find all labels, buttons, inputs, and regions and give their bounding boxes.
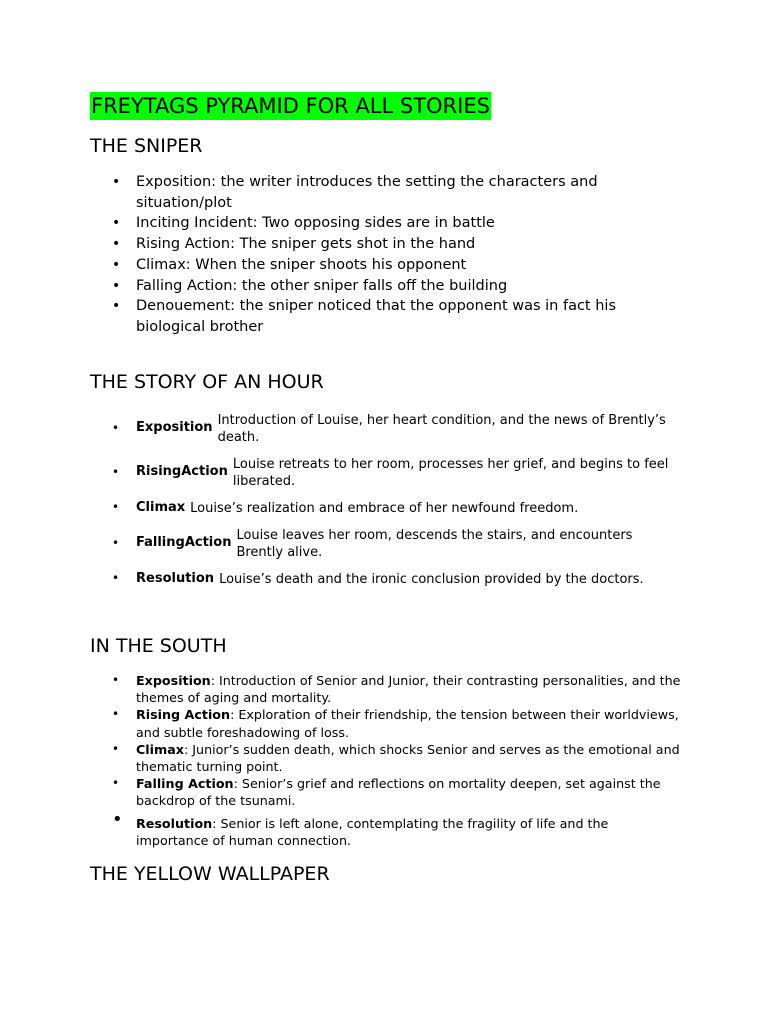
list-item-text: Louise’s death and the ironic conclusion provided by the doctors. <box>219 572 644 587</box>
bullet-icon: • <box>112 741 120 756</box>
list-item-text: : Senior’s grief and reflections on mortality deepen, set against the backdrop of the tsunami. <box>136 776 661 809</box>
sniper-list <box>112 172 676 338</box>
bullet-icon: • <box>112 673 120 687</box>
list-item <box>112 456 676 490</box>
main-title: FREYTAGS PYRAMID FOR ALL STORIES <box>91 94 490 118</box>
bullet-icon: • <box>112 465 120 479</box>
list-item-text: : Exploration of their friendship, the tension between their worldviews, and subtle foreshadowing of loss. <box>136 707 679 740</box>
list-item <box>112 500 676 517</box>
section-heading-south: IN THE SOUTH <box>90 635 227 657</box>
list-item-text: : Junior’s sudden death, which shocks Senior and serves as the emotional and thematic turning point. <box>136 741 680 775</box>
list-item <box>112 775 681 809</box>
list-item <box>112 706 681 740</box>
list-item-term: Exposition <box>136 673 211 688</box>
list-item-text: Introduction of Louise, her heart condition, and the news of Brently’s death. <box>217 413 666 445</box>
list-item <box>112 412 676 446</box>
list-item <box>112 672 681 706</box>
bullet-icon: • <box>112 776 120 791</box>
list-item <box>112 808 681 849</box>
hour-list <box>112 412 676 588</box>
list-item-term: Falling Action <box>136 776 234 792</box>
south-list <box>112 672 681 849</box>
bullet-icon: • <box>112 808 123 830</box>
list-item-term: Resolution <box>136 815 213 831</box>
bullet-icon: • <box>112 277 121 294</box>
list-item <box>112 741 681 775</box>
list-item-text: Louise’s realization and embrace of her newfound freedom. <box>190 501 579 516</box>
bullet-icon: • <box>112 536 120 550</box>
bullet-icon: • <box>112 298 121 315</box>
list-item <box>112 213 676 234</box>
list-item-term: Climax <box>136 500 186 515</box>
list-item <box>112 255 676 276</box>
list-item <box>112 276 676 297</box>
list-item <box>112 172 676 213</box>
bullet-icon: • <box>112 174 121 190</box>
bullet-icon: • <box>112 421 120 435</box>
list-item-text: Climax: When the sniper shoots his opponent <box>136 256 467 273</box>
section-heading-wallpaper: THE YELLOW WALLPAPER <box>90 863 330 885</box>
section-heading-sniper: THE SNIPER <box>90 135 203 157</box>
list-item-term: FallingAction <box>136 535 232 550</box>
list-item-text: : Introduction of Senior and Junior, their contrasting personalities, and the themes of aging and mortality. <box>136 673 681 706</box>
bullet-icon: • <box>112 236 121 253</box>
list-item-term: Resolution <box>136 571 215 586</box>
list-item-term: Exposition <box>136 420 213 435</box>
list-item-text: Louise leaves her room, descends the stairs, and encounters Brently alive. <box>236 528 633 560</box>
section-heading-hour: THE STORY OF AN HOUR <box>90 371 324 393</box>
bullet-icon: • <box>112 256 121 273</box>
list-item-term: Rising Action <box>136 707 231 723</box>
list-item-text: Exposition: the writer introduces the setting the characters and situation/plot <box>136 174 598 211</box>
list-item-text: Denouement: the sniper noticed that the opponent was in fact his biological brother <box>136 298 617 335</box>
list-item-text: Falling Action: the other sniper falls off the building <box>136 277 508 294</box>
bullet-icon: • <box>112 571 120 585</box>
list-item-text: Rising Action: The sniper gets shot in the hand <box>136 236 476 253</box>
list-item <box>112 296 676 337</box>
list-item-term: RisingAction <box>136 464 228 479</box>
bullet-icon: • <box>112 215 121 232</box>
list-item-text: : Senior is left alone, contemplating the fragility of life and the importance of human connection. <box>136 815 609 848</box>
list-item-text: Inciting Incident: Two opposing sides are in battle <box>136 215 495 232</box>
bullet-icon: • <box>112 707 120 722</box>
list-item <box>112 527 676 561</box>
bullet-icon: • <box>112 500 120 514</box>
list-item <box>112 571 676 588</box>
list-item-text: Louise retreats to her room, processes her grief, and begins to feel liberated. <box>232 457 669 489</box>
list-item <box>112 234 676 255</box>
list-item-term: Climax <box>136 741 184 757</box>
